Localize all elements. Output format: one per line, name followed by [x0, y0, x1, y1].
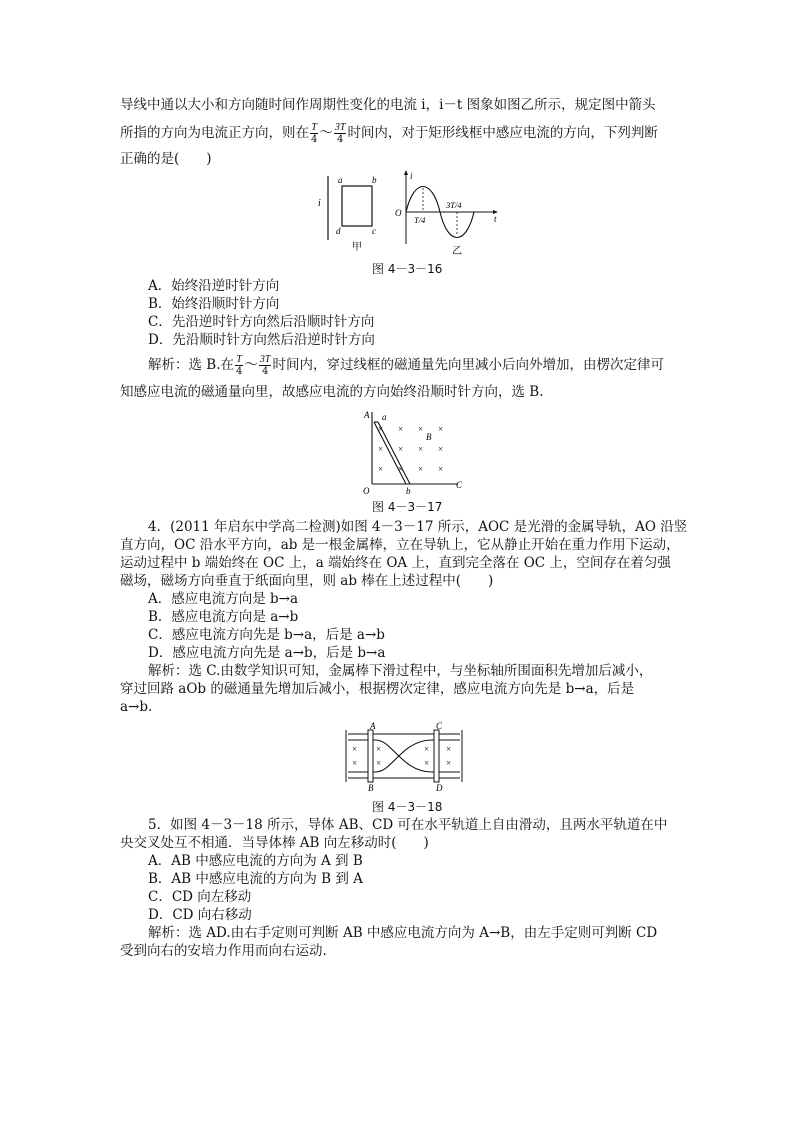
figure-4-3-18	[342, 720, 466, 792]
graph-label-t: t	[494, 214, 497, 224]
field-cross: ×	[438, 464, 444, 474]
q3-analysis-post: 时间内，穿过线框的磁通量先向里减小后向外增加，由楞次定律可	[272, 357, 664, 373]
q3-option-b: B．始终沿顺时针方向	[148, 296, 280, 312]
field-cross: ×	[446, 758, 452, 768]
field-cross: ×	[352, 744, 358, 754]
graph-label-3t4: 3T/4	[446, 200, 462, 210]
field-cross: ×	[378, 424, 384, 434]
label-C: C	[456, 480, 463, 490]
figure-4-3-17	[360, 408, 464, 498]
q4-option-a: A．感应电流方向是 b→a	[148, 591, 299, 607]
q3-analysis-tilde: ～	[244, 357, 258, 373]
figure-4-3-16-caption: 图 4－3－16	[372, 262, 443, 276]
q5-option-d: D．CD 向右移动	[148, 907, 252, 923]
q3-analysis-line2: 知感应电流的磁通量向里，故感应电流的方向始终沿顺时针方向，选 B.	[120, 384, 544, 400]
q5-option-c: C．CD 向左移动	[148, 889, 252, 905]
graph-origin-label: O	[395, 208, 402, 218]
field-cross: ×	[352, 758, 358, 768]
q4-analysis-line3: a→b.	[120, 699, 153, 715]
frame-label-b: b	[372, 175, 377, 185]
rectangular-frame	[342, 186, 372, 226]
q4-stem-line3: 运动过程中 b 端始终在 OC 上，a 端始终在 OA 上，直到完全落在 OC 上，空间存在着匀强	[120, 555, 671, 571]
graph-label-i: i	[410, 171, 413, 181]
q3-analysis-pre: 解析：选 B.在	[148, 357, 235, 373]
q4-analysis-line2: 穿过回路 aOb 的磁通量先增加后减小，根据楞次定律，感应电流方向先是 b→a，后是	[120, 681, 635, 697]
figure-yi-label: 乙	[452, 246, 462, 257]
field-cross: ×	[418, 424, 424, 434]
wire-current-label: i	[318, 198, 321, 209]
q5-stem-line1: 5．如图 4－3－18 所示，导体 AB、CD 可在水平轨道上自由滑动，且两水平轨道在中	[148, 817, 668, 833]
q3-stem-line1: 导线中通以大小和方向随时间作周期性变化的电流 i，i－t 图象如图乙所示，规定图中箭头	[120, 97, 656, 113]
figure-4-3-16	[300, 168, 520, 260]
label-C: C	[436, 721, 443, 731]
q3-option-d: D．先沿顺时针方向然后沿逆时针方向	[148, 332, 375, 348]
field-cross: ×	[446, 744, 452, 754]
q3-stem-line2	[120, 122, 658, 145]
field-cross: ×	[424, 758, 430, 768]
label-B-field: B	[426, 432, 432, 442]
q5-stem-line2: 央交叉处互不相通．当导体棒 AB 向左移动时( )	[120, 835, 429, 851]
q5-option-b: B．AB 中感应电流的方向为 B 到 A	[148, 871, 363, 887]
field-cross: ×	[438, 424, 444, 434]
rod-AB	[368, 730, 373, 782]
rod-CD	[434, 730, 439, 782]
field-cross: ×	[398, 444, 404, 454]
i-axis-arrow-icon	[404, 170, 408, 175]
q4-option-d: D．感应电流方向先是 a→b，后是 b→a	[148, 645, 386, 661]
q3-stem-line2-post: 时间内，对于矩形线框中感应电流的方向，下列判断	[347, 125, 658, 141]
q4-stem-line4: 磁场，磁场方向垂直于纸面向里，则 ab 棒在上述过程中( )	[120, 573, 494, 589]
q3-analysis-line1	[148, 354, 664, 377]
field-cross: ×	[398, 464, 404, 474]
q4-analysis-line1: 解析：选 C.由数学知识可知，金属棒下滑过程中，与坐标轴所围面积先增加后减小，	[148, 663, 653, 679]
q4-stem-line2: 直方向，OC 沿水平方向，ab 是一根金属棒，立在导轨上，它从静止开始在重力作用下运动，	[120, 537, 680, 553]
q4-option-b: B．感应电流方向是 a→b	[148, 609, 299, 625]
q3-fraction-3t4: $\frac{3T}{4}$	[334, 122, 346, 145]
frame-label-a: a	[338, 175, 343, 185]
q3-analysis-fraction-3t4: $\frac{3T}{4}$	[259, 354, 271, 377]
field-cross: ×	[376, 758, 382, 768]
q3-option-c: C．先沿逆时针方向然后沿顺时针方向	[148, 314, 375, 330]
frame-label-c: c	[372, 226, 376, 236]
label-A: A	[370, 721, 376, 731]
field-cross: ×	[438, 444, 444, 454]
field-cross: ×	[418, 464, 424, 474]
field-cross: ×	[376, 744, 382, 754]
label-b: b	[406, 486, 411, 496]
figure-jia-label: 甲	[352, 242, 362, 253]
q3-stem-line3: 正确的是( )	[120, 151, 212, 167]
figure-4-3-18-caption: 图 4－3－18	[372, 800, 443, 814]
q5-analysis-line1: 解析：选 AD.由右手定则可判断 AB 中感应电流方向为 A→B，由左手定则可判断 CD	[148, 925, 658, 941]
field-cross: ×	[378, 444, 384, 454]
q5-analysis-line2: 受到向右的安培力作用而向右运动.	[120, 943, 327, 959]
q4-stem-line1: 4．(2011 年启东中学高二检测)如图 4－3－17 所示，AOC 是光滑的金属导轨，AO 沿竖	[148, 519, 688, 535]
graph-label-t4: T/4	[414, 215, 426, 225]
figure-4-3-17-caption: 图 4－3－17	[372, 500, 443, 514]
field-cross: ×	[418, 444, 424, 454]
frame-label-d: d	[336, 226, 341, 236]
q4-option-c: C．感应电流方向先是 b→a，后是 a→b	[148, 627, 385, 643]
field-cross: ×	[424, 744, 430, 754]
q3-analysis-fraction-t4: $\frac{T}{4}$	[236, 354, 243, 377]
label-B: B	[368, 783, 374, 792]
q5-option-a: A．AB 中感应电流的方向为 A 到 B	[148, 853, 363, 869]
q3-tilde: ～	[319, 125, 333, 141]
label-O: O	[363, 486, 370, 496]
field-cross: ×	[378, 464, 384, 474]
label-a: a	[382, 412, 387, 422]
q3-stem-line2-pre: 所指的方向为电流正方向，则在	[120, 125, 309, 141]
label-A: A	[364, 410, 370, 420]
q3-option-a: A．始终沿逆时针方向	[148, 278, 280, 294]
field-cross: ×	[398, 424, 404, 434]
q3-fraction-t4: $\frac{T}{4}$	[311, 122, 318, 145]
label-D: D	[436, 783, 443, 792]
